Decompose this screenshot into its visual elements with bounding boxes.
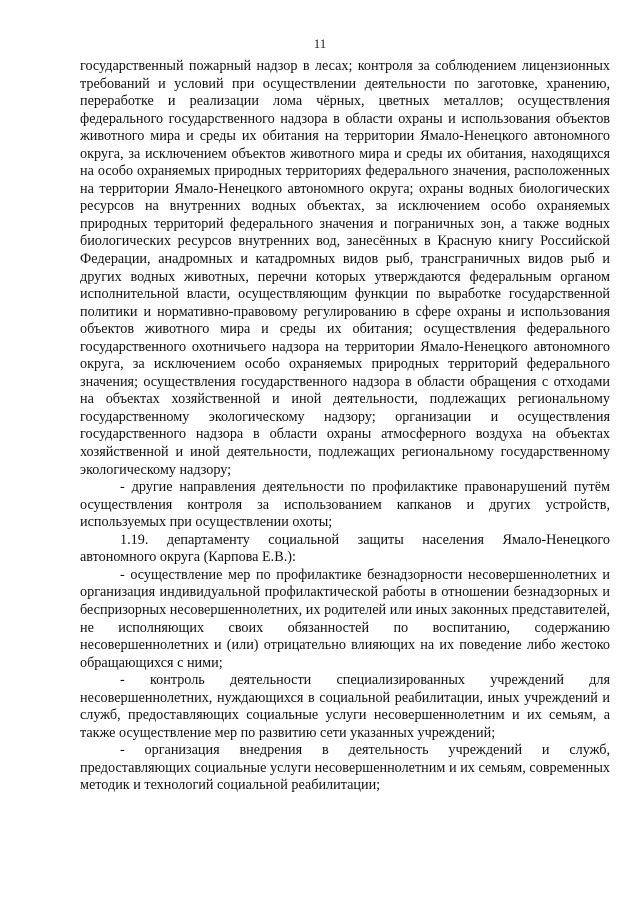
paragraph-supervision-list: государственный пожарный надзор в лесах; контроля за соблюдением лицензионных требований и условий при осуществлении деятельности по заготовке, хранению, переработке и реализации лома чёрных, цветных металлов; осуществления федерального государственного надзора в области охраны и использования объектов животного мира и среды их обитания на территории Ямало-Ненецкого автономного округа, за исключением объектов животного мира и среды их обитания, находящихся на особо охраняемых природных территориях федерального значения, расположенных на территории Ямало-Ненецкого автономного округа; охраны водных биологических ресурсов на внутренних водных объектах, за исключением особо охраняемых природных территорий федерального значения и пограничных зон, а также водных биологических ресурсов внутренних вод, занесённых в Красную книгу Российской Федерации, анадромных и катадромных видов рыб, трансграничных видов рыб и других водных животных, перечни которых утверждаются федеральным органом исполнительной власти, осуществляющим функции по выработке государственной политики и нормативно-правовому регулированию в сфере охраны и использования объектов животного мира и среды их обитания; осуществления федерального государственного охотничьего надзора на территории Ямало-Ненецкого автономного округа, за исключением особо охраняемых природных территорий федерального значения; осуществления государственного надзора в области обращения с отходами на объектах хозяйственной и иной деятельности, подлежащих региональному государственному экологическому надзору; организации и осуществления государственного надзора в области охраны атмосферного воздуха на объектах хозяйственной и иной деятельности, подлежащих региональному государственному экологическому надзору; xyxy=(80,58,610,478)
page-number: 11 xyxy=(313,36,327,51)
paragraph-neglect-prevention: - осуществление мер по профилактике безнадзорности несовершеннолетних и организация индивидуальной профилактической работы в отношении безнадзорных и беспризорных несовершеннолетних, их родителей или иных законных представителей, не исполняющих своих обязанностей по воспитанию, содержанию несовершеннолетних и (или) отрицательно влияющих на их поведение либо жестоко обращающихся с ними; xyxy=(80,566,610,671)
paragraph-institution-control: - контроль деятельности специализированных учреждений для несовершеннолетних, нуждающихся в социальной реабилитации, иных учреждений и служб, предоставляющих социальные услуги несовершеннолетним и их семьям, а также осуществление мер по развитию сети указанных учреждений; xyxy=(80,672,610,741)
paragraph-department-social-protection: 1.19. департаменту социальной защиты населения Ямало-Ненецкого автономного округа (Карпова Е.В.): xyxy=(80,531,610,566)
paragraph-rehabilitation-methods: - организация внедрения в деятельность учреждений и служб, предоставляющих социальные услуги несовершеннолетним и их семьям, современных методик и технологий социальной реабилитации; xyxy=(80,742,610,794)
paragraph-other-directions: - другие направления деятельности по профилактике правонарушений путём осуществления контроля за использованием капканов и других устройств, используемых при осуществлении охоты; xyxy=(80,479,610,531)
document-body xyxy=(80,58,610,795)
